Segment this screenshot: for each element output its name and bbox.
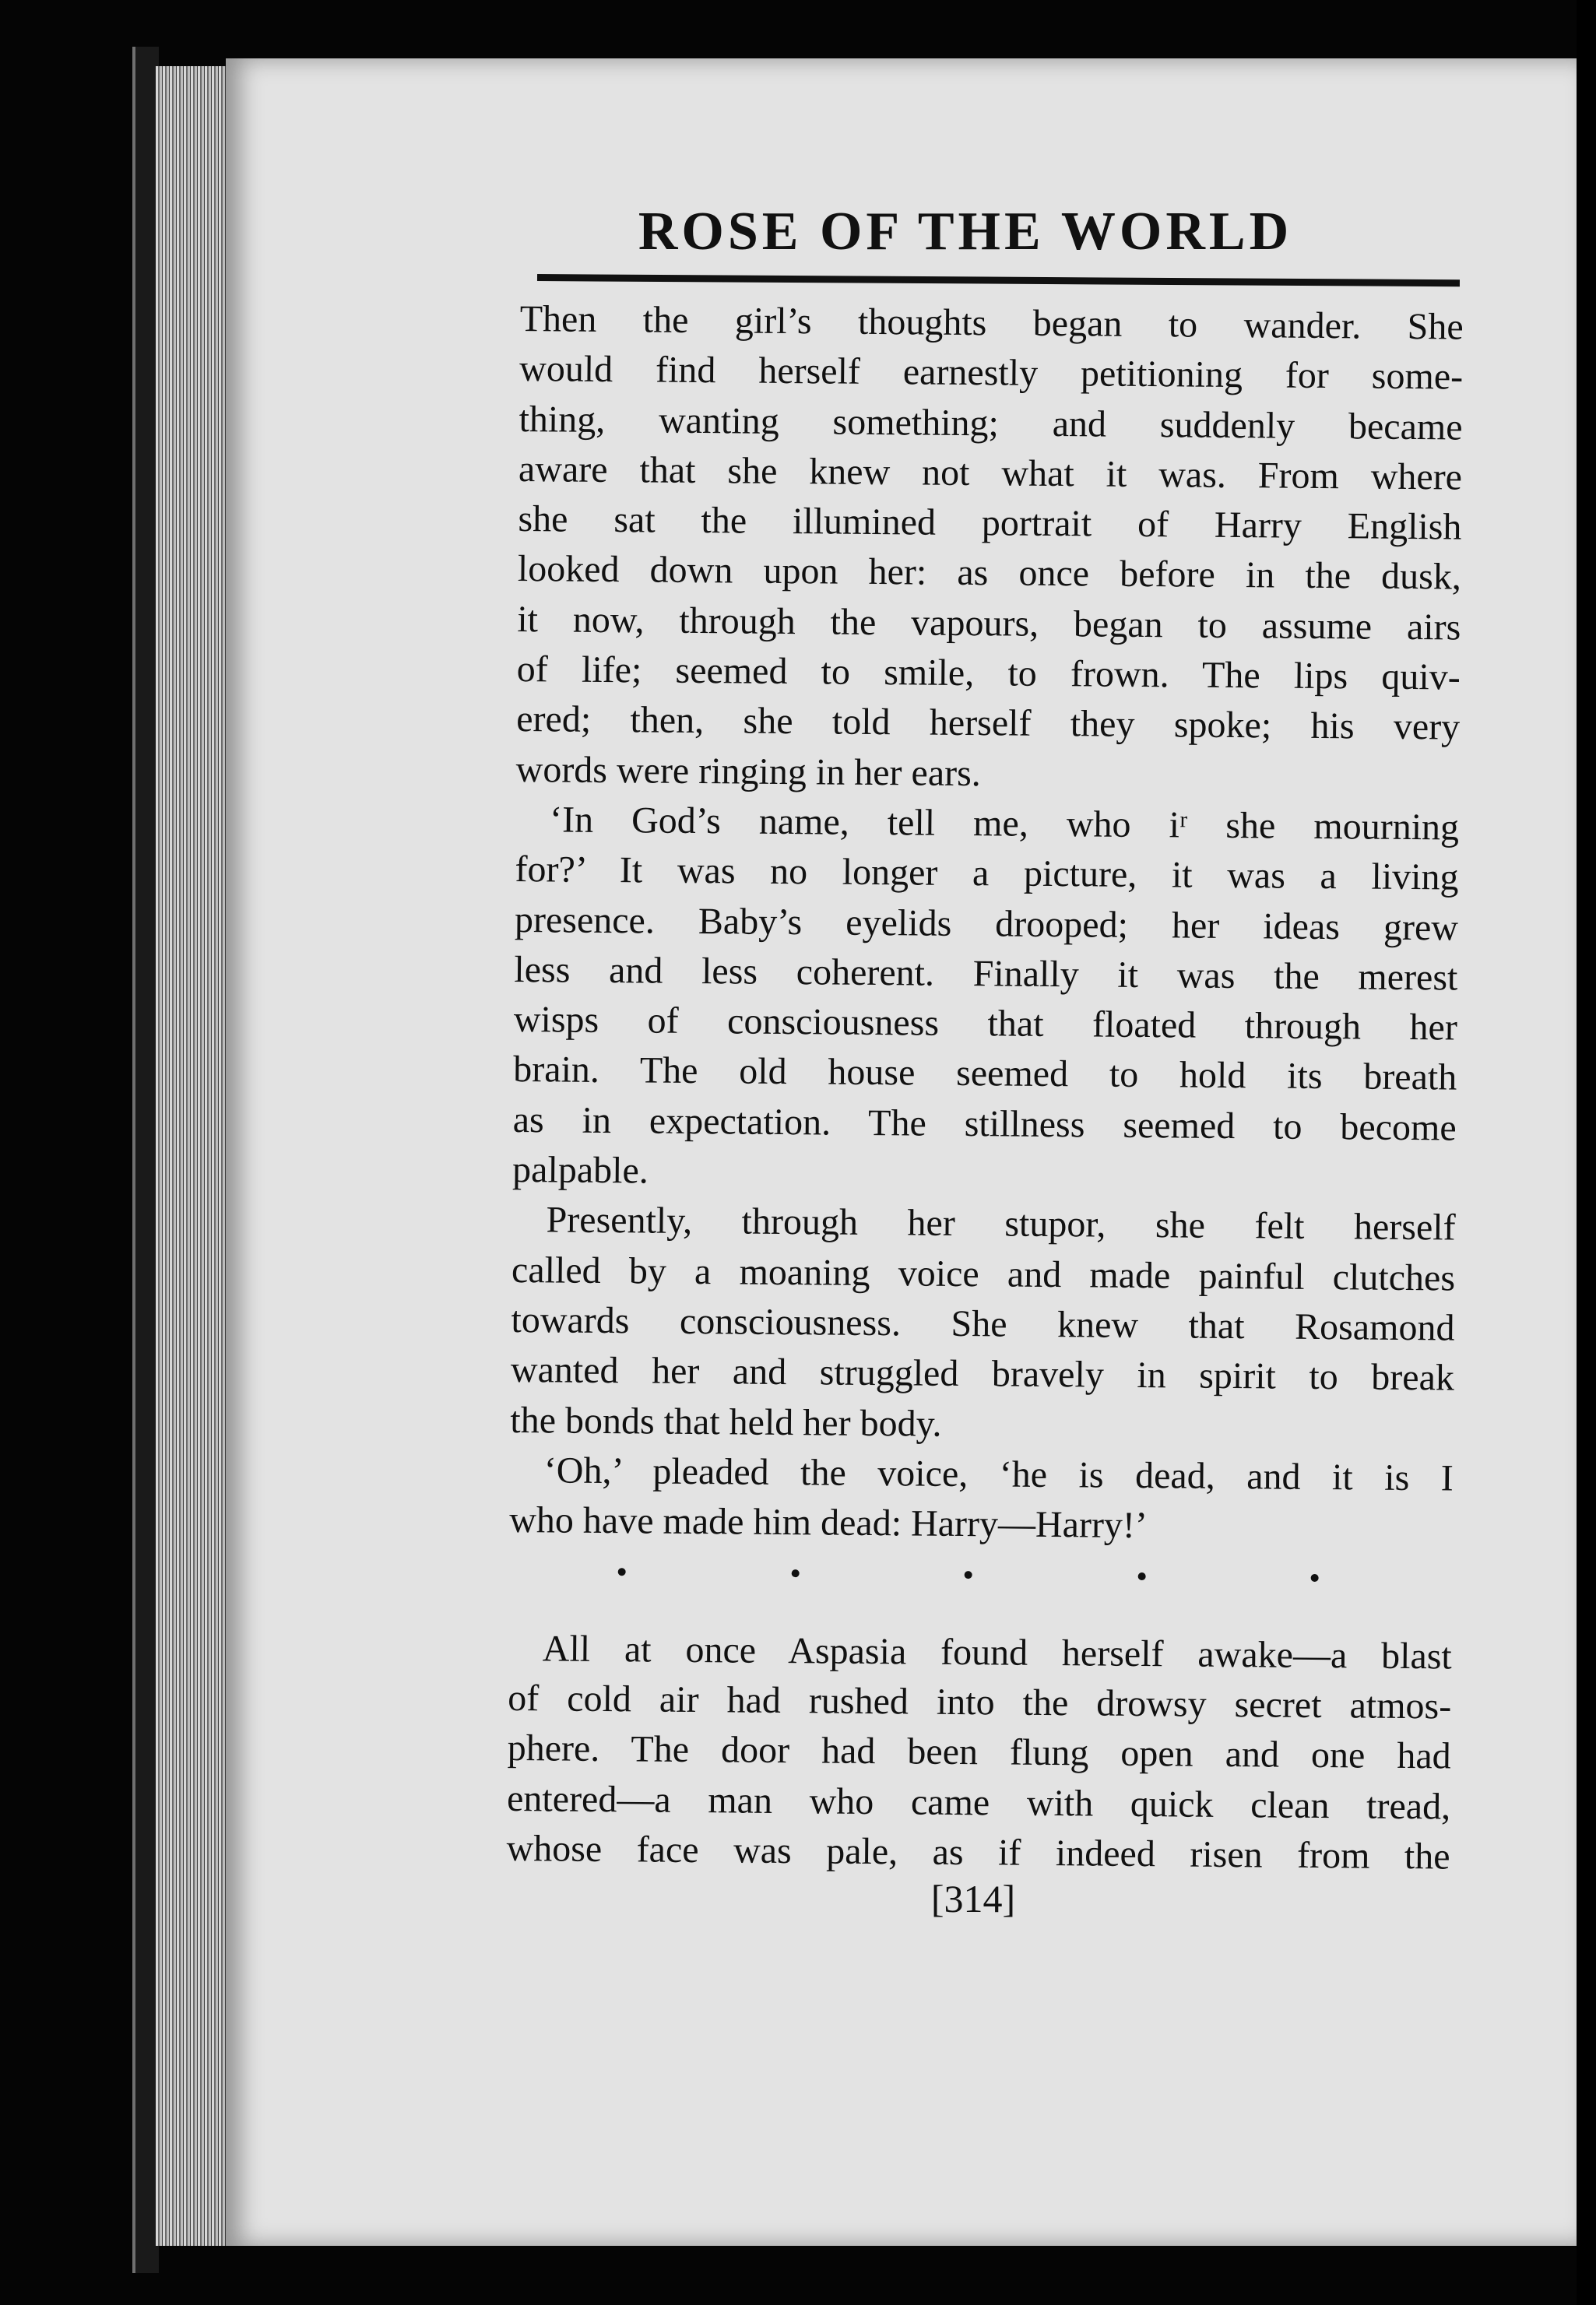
text-line: presence. Baby’s eyelids drooped; her ideas grew: [514, 898, 1459, 949]
page-number: [314]: [930, 1877, 1016, 1920]
text-line: it now, through the vapours, began to assume airs: [517, 598, 1461, 648]
text-line: she sat the illumined portrait of Harry English: [518, 498, 1462, 548]
text-line: as in expectation. The stillness seemed to become: [512, 1098, 1457, 1149]
text-line: ered; then, she told herself they spoke; his very: [516, 698, 1461, 748]
text-line: brain. The old house seemed to hold its breath: [513, 1049, 1457, 1098]
text-line: palpable.: [511, 1149, 649, 1192]
text-line: would find herself earnestly petitioning for some-: [519, 348, 1464, 398]
text-line: Presently, through her stupor, she felt herself: [546, 1199, 1456, 1249]
text-line: who have made him dead: Harry—Harry!’: [509, 1499, 1148, 1547]
text-line: for?’ It was no longer a picture, it was a living: [515, 849, 1459, 898]
break-dot: [791, 1569, 799, 1577]
text-line: phere. The door had been flung open and one had: [507, 1727, 1451, 1777]
text-line: towards consciousness. She knew that Rosamond: [511, 1298, 1455, 1349]
text-line: aware that she knew not what it was. From where: [518, 448, 1463, 498]
text-line: whose face was pale, as if indeed risen from the: [506, 1827, 1450, 1878]
text-line: the bonds that held her body.: [510, 1399, 942, 1445]
text-line: entered—a man who came with quick clean tread,: [506, 1777, 1451, 1828]
text-line: looked down upon her: as once before in the dusk,: [517, 548, 1462, 599]
body-text: [506, 294, 1464, 1882]
running-head: ROSE OF THE WORLD: [638, 202, 1293, 262]
text-line: ‘In God’s name, tell me, who iʳ she mourning: [549, 799, 1460, 849]
text-line: thing, wanting something; and suddenly became: [519, 398, 1463, 448]
break-dot: [1137, 1572, 1145, 1580]
text-line: called by a moaning voice and made painful clutches: [511, 1249, 1456, 1299]
text-line: ‘Oh,’ pleaded the voice, ‘he is dead, and it is I: [543, 1449, 1454, 1499]
section-break-dots: [617, 1547, 1319, 1603]
text-line: wisps of consciousness that floated through her: [513, 999, 1458, 1049]
scan-border: [1577, 0, 1596, 2305]
break-dot: [965, 1571, 972, 1579]
page-edges: [156, 66, 230, 2246]
text-line: Then the girl’s thoughts began to wander. She: [519, 297, 1464, 348]
text-line: wanted her and struggled bravely in spirit to break: [510, 1349, 1455, 1399]
text-line: less and less coherent. Finally it was the merest: [514, 948, 1458, 999]
text-line: words were ringing in her ears.: [515, 748, 982, 794]
text-line: of life; seemed to smile, to frown. The lips quiv-: [516, 648, 1461, 698]
text-line: of cold air had rushed into the drowsy secret atmos-: [508, 1677, 1452, 1727]
break-dot: [1311, 1573, 1319, 1581]
break-dot: [618, 1568, 626, 1576]
text-line: All at once Aspasia found herself awake—a blast: [542, 1628, 1453, 1678]
book-spine: [132, 47, 159, 2273]
